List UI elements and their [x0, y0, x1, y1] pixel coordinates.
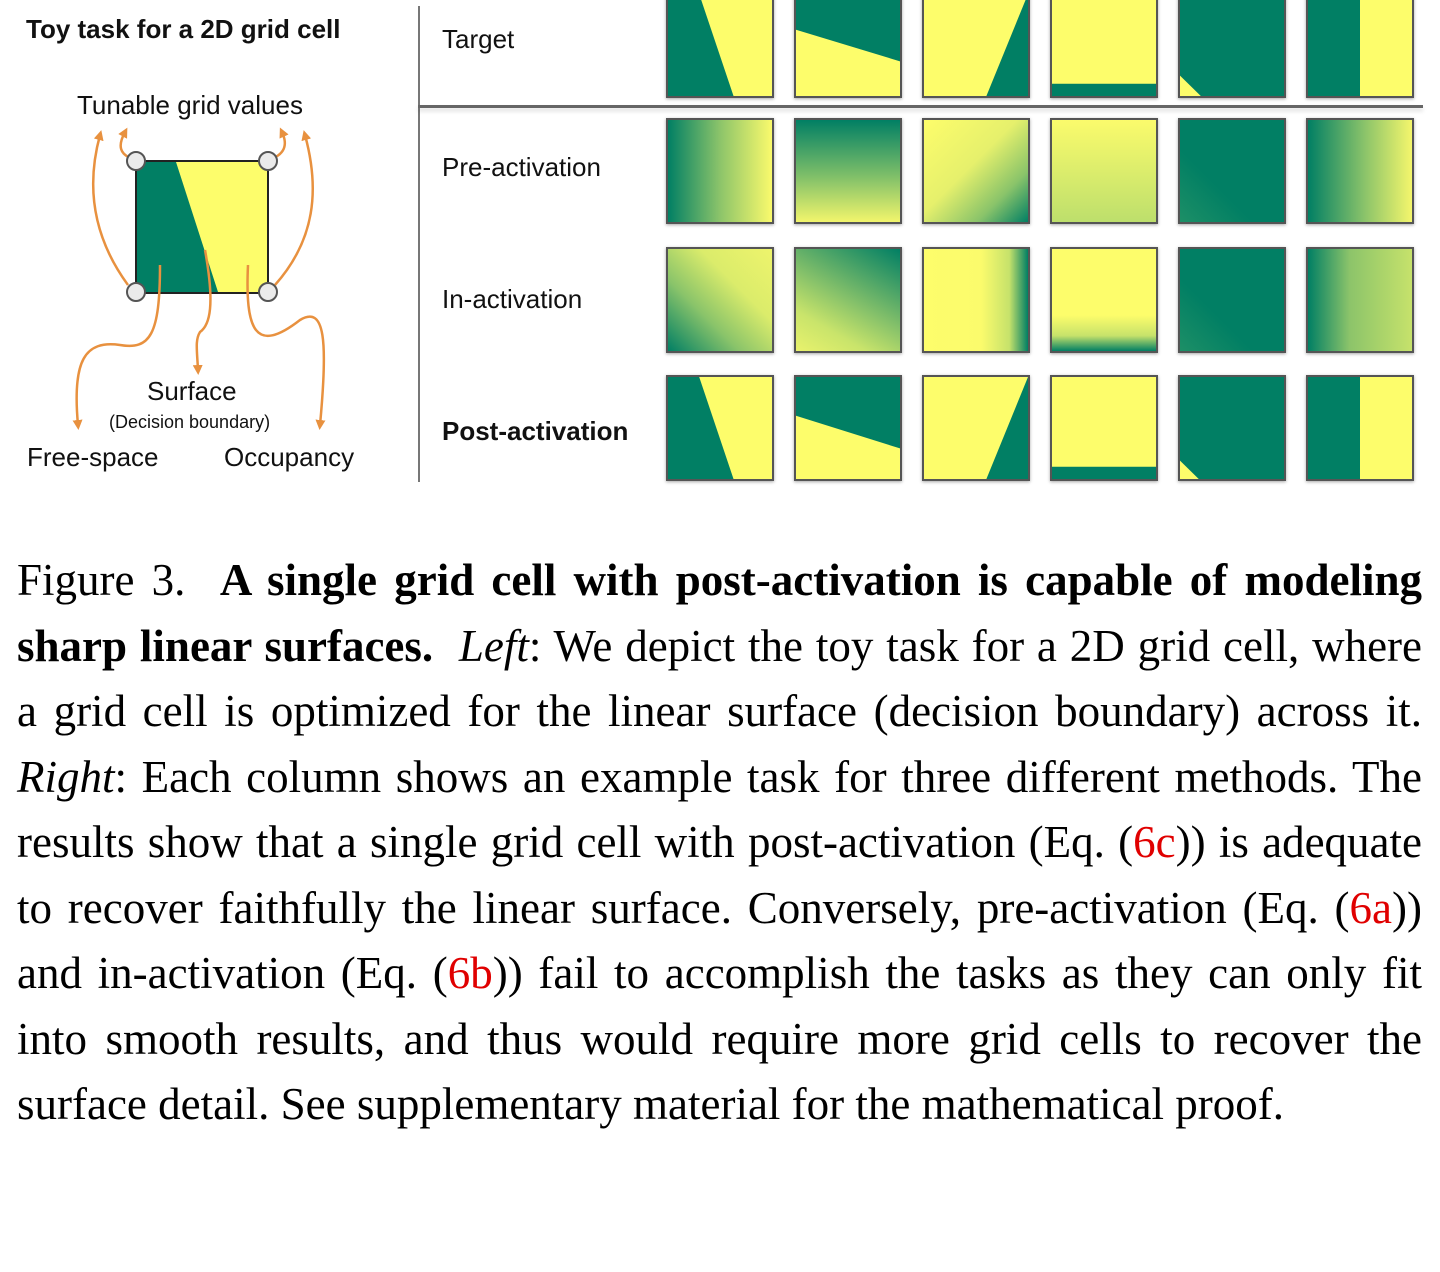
figure-label: Figure 3.: [17, 555, 186, 605]
target-divider-horizontal: [418, 105, 1423, 108]
target-cell-4: [1050, 0, 1158, 98]
post-activation-cell-2: [794, 375, 902, 481]
caption-text: : Each column shows an example task for three different methods. The results show that a single grid cell with post-activation (Eq. (: [17, 751, 1422, 867]
in-activation-cell-3: [922, 247, 1030, 353]
in-activation-cell-6: [1306, 247, 1414, 353]
equation-ref-6a[interactable]: 6a: [1349, 882, 1393, 933]
free-space-label: Free-space: [27, 442, 159, 472]
figure-caption: [17, 548, 1422, 1138]
caption-text: )) fail to accomplish the tasks as they can only fit into smooth results, and thus would require more grid cells to recover the surface detail. See supplementary material for the mathematical proof.: [17, 948, 1422, 1129]
surface-label: Surface: [147, 376, 237, 406]
row-label-pre-activation: Pre-activation: [442, 152, 601, 182]
row-label-in-activation: In-activation: [442, 284, 583, 314]
post-activation-cell-4: [1050, 375, 1158, 481]
target-cell-1: [666, 0, 774, 98]
pre-activation-cell-5: [1178, 118, 1286, 224]
caption-right-label: Right: [17, 751, 115, 802]
caption-left-label: Left: [458, 620, 529, 671]
left-panel-title: Toy task for a 2D grid cell: [26, 14, 341, 44]
in-activation-cell-2: [794, 247, 902, 353]
post-activation-cell-3: [922, 375, 1030, 481]
pre-activation-cell-4: [1050, 118, 1158, 224]
decision-boundary-label: (Decision boundary): [109, 412, 271, 432]
in-activation-cell-1: [666, 247, 774, 353]
row-label-post-activation: Post-activation: [442, 416, 629, 446]
pre-activation-cell-6: [1306, 118, 1414, 224]
equation-ref-6b[interactable]: 6b: [447, 948, 493, 998]
occupancy-label: Occupancy: [224, 442, 355, 472]
target-cell-2: [794, 0, 902, 98]
panel-divider-vertical: [418, 6, 420, 482]
row-label-target: Target: [442, 24, 515, 54]
caption-left-text: : We depict the toy task for a 2D grid cell, where a grid cell is optimized for the linear surface (decision boundary) across it.: [17, 620, 1422, 736]
in-activation-cell-4: [1050, 247, 1158, 353]
in-activation-cell-5: [1178, 247, 1286, 353]
tunable-grid-values-label: Tunable grid values: [77, 90, 303, 120]
pre-activation-cell-1: [666, 118, 774, 224]
caption-text: )) is adequate to recover faithfully the linear surface. Conversely, pre-activation (Eq. (: [17, 817, 1422, 933]
post-activation-cell-5: [1178, 375, 1286, 481]
target-cell-6: [1306, 0, 1414, 98]
pre-activation-cell-3: [922, 118, 1030, 224]
target-cell-5: [1178, 0, 1286, 98]
equation-ref-6c[interactable]: 6c: [1133, 817, 1176, 867]
target-cell-3: [922, 0, 1030, 98]
caption-bold-title: A single grid cell with post-activation is capable of modeling sharp linear surfaces.: [17, 555, 1422, 671]
pre-activation-cell-2: [794, 118, 902, 224]
post-activation-cell-1: [666, 375, 774, 481]
caption-text: )) and in-activation (Eq. (: [17, 882, 1422, 998]
post-activation-cell-6: [1306, 375, 1414, 481]
